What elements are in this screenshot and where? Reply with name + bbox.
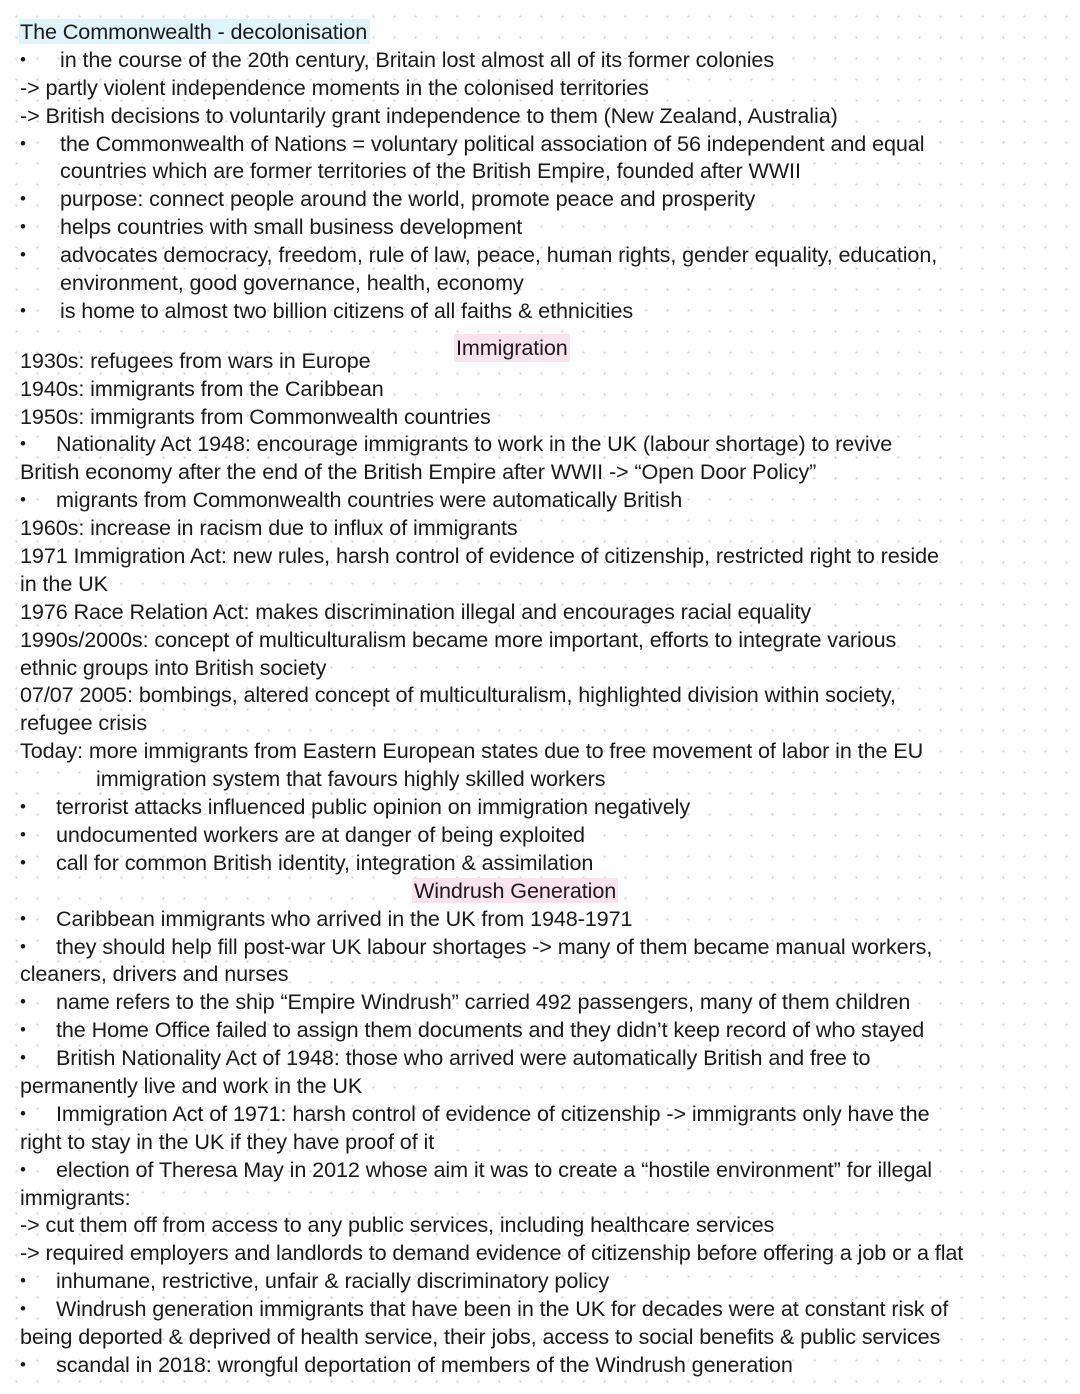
list-item: British economy after the end of the British Empire after WWII -> “Open Door Policy” — [20, 459, 817, 485]
list-item: 1960s: increase in racism due to influx of immigrants — [20, 515, 518, 541]
list-item: Today: more immigrants from Eastern European states due to free movement of labor in the EU — [20, 738, 924, 764]
list-item: • British Nationality Act of 1948: those who arrived were automatically British and free to — [20, 1044, 1072, 1072]
windrush-heading-line — [20, 877, 1072, 905]
list-item: • the Home Office failed to assign them documents and they didn’t keep record of who stayed — [20, 1016, 1072, 1044]
list-item: • advocates democracy, freedom, rule of law, peace, human rights, gender equality, education, — [20, 241, 1072, 269]
list-item: • helps countries with small business development — [20, 213, 1072, 241]
list-item: being deported & deprived of health service, their jobs, access to social benefits & public services — [20, 1323, 941, 1349]
list-item: • migrants from Commonwealth countries were automatically British — [20, 486, 1072, 514]
list-item: right to stay in the UK if they have proof of it — [20, 1128, 435, 1154]
list-item: • purpose: connect people around the world, promote peace and prosperity — [20, 185, 1072, 213]
list-item: • Nationality Act 1948: encourage immigrants to work in the UK (labour shortage) to revive — [20, 430, 1072, 458]
commonwealth-heading: The Commonwealth - decolonisation — [19, 19, 370, 44]
list-item: -> required employers and landlords to demand evidence of citizenship before offering a job or a flat — [20, 1240, 964, 1266]
list-item: 1930s: refugees from wars in Europe — [20, 347, 371, 373]
list-item: 1940s: immigrants from the Caribbean — [20, 375, 384, 401]
list-item: -> British decisions to voluntarily grant independence to them (New Zealand, Australia) — [20, 102, 838, 128]
list-item: 1990s/2000s: concept of multiculturalism became more important, efforts to integrate various — [20, 626, 897, 652]
list-item: 1950s: immigrants from Commonwealth countries — [20, 403, 491, 429]
list-item: countries which are former territories of the British Empire, founded after WWII — [60, 158, 801, 184]
list-item: ethnic groups into British society — [20, 654, 327, 680]
list-item: • call for common British identity, integration & assimilation — [20, 849, 1072, 877]
list-item: in the UK — [20, 570, 108, 596]
list-item: • Caribbean immigrants who arrived in the UK from 1948-1971 — [20, 905, 1072, 933]
list-item: • the Commonwealth of Nations = voluntary political association of 56 independent and equal — [20, 130, 1072, 158]
list-item: • terrorist attacks influenced public opinion on immigration negatively — [20, 793, 1072, 821]
immigration-first-row — [20, 334, 1072, 375]
list-item: 1971 Immigration Act: new rules, harsh control of evidence of citizenship, restricted right to reside — [20, 543, 939, 569]
list-item: permanently live and work in the UK — [20, 1072, 363, 1098]
list-item: environment, good governance, health, economy — [60, 270, 524, 296]
list-item: • election of Theresa May in 2012 whose aim it was to create a “hostile environment” for illegal — [20, 1156, 1072, 1184]
list-item: cleaners, drivers and nurses — [20, 961, 289, 987]
immigration-heading: Immigration — [456, 334, 568, 360]
list-item: • is home to almost two billion citizens of all faiths & ethnicities — [20, 297, 1072, 325]
list-item: -> partly violent independence moments in the colonised territories — [20, 74, 649, 100]
commonwealth-heading-line — [20, 18, 1072, 46]
list-item: immigration system that favours highly skilled workers — [96, 766, 606, 792]
list-item: • they should help fill post-war UK labour shortages -> many of them became manual workers, — [20, 933, 1072, 961]
list-item: 1976 Race Relation Act: makes discrimination illegal and encourages racial equality — [20, 598, 812, 624]
list-item: • name refers to the ship “Empire Windrush” carried 492 passengers, many of them children — [20, 988, 1072, 1016]
list-item: -> cut them off from access to any public services, including healthcare services — [20, 1212, 775, 1238]
list-item: • scandal in 2018: wrongful deportation of members of the Windrush generation — [20, 1351, 1072, 1379]
list-item: refugee crisis — [20, 710, 148, 736]
list-item: • Immigration Act of 1971: harsh control of evidence of citizenship -> immigrants only have the — [20, 1100, 1072, 1128]
list-item: 07/07 2005: bombings, altered concept of multiculturalism, highlighted division within society, — [20, 682, 896, 708]
list-item: • Windrush generation immigrants that have been in the UK for decades were at constant risk of — [20, 1295, 1072, 1323]
list-item: • in the course of the 20th century, Britain lost almost all of its former colonies — [20, 46, 1072, 74]
windrush-heading: Windrush Generation — [414, 877, 617, 903]
notes-page — [20, 18, 1072, 1379]
list-item: • inhumane, restrictive, unfair & racially discriminatory policy — [20, 1267, 1072, 1295]
list-item: • undocumented workers are at danger of being exploited — [20, 821, 1072, 849]
list-item: immigrants: — [20, 1184, 131, 1210]
